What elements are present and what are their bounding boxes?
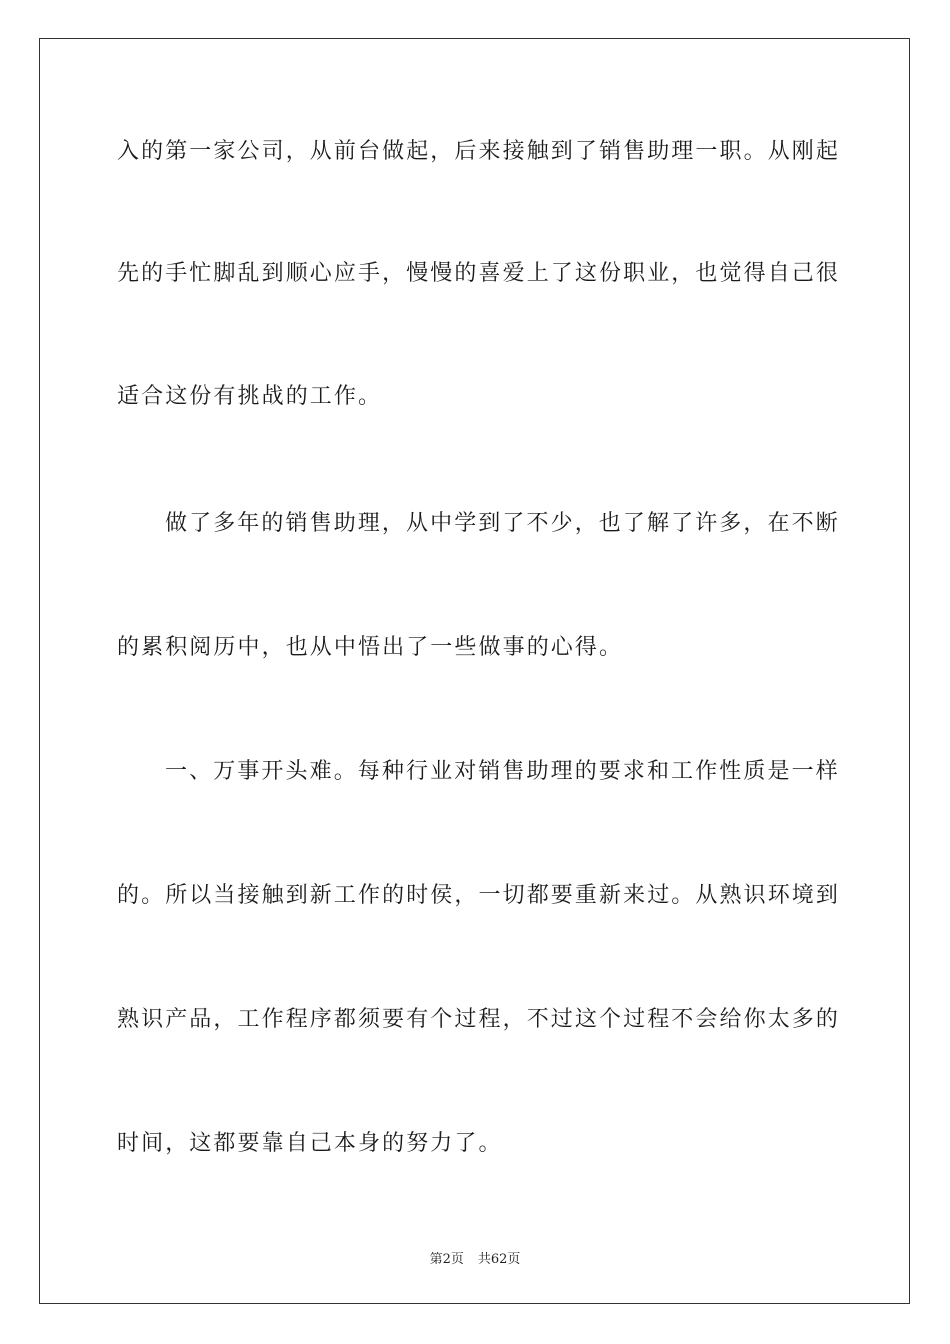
paragraph-line-1: 入的第一家公司，从前台做起，后来接触到了销售助理一职。从刚起: [117, 139, 841, 164]
paragraph-line-6: 一、万事开头难。每种行业对销售助理的要求和工作性质是一样: [165, 759, 840, 784]
paragraph-line-4: 做了多年的销售助理，从中学到了不少，也了解了许多，在不断: [165, 511, 840, 536]
paragraph-line-2: 先的手忙脚乱到顺心应手，慢慢的喜爱上了这份职业，也觉得自己很: [117, 261, 841, 286]
paragraph-line-9: 时间，这都要靠自己本身的努力了。: [117, 1131, 503, 1156]
total-pages: 共62页: [477, 1252, 521, 1267]
current-page-number: 第2页: [429, 1252, 464, 1267]
page-border: [39, 38, 910, 1304]
paragraph-line-5: 的累积阅历中，也从中悟出了一些做事的心得。: [117, 635, 624, 660]
paragraph-line-8: 熟识产品，工作程序都须要有个过程，不过这个过程不会给你太多的: [117, 1007, 841, 1032]
paragraph-line-7: 的。所以当接触到新工作的时侯，一切都要重新来过。从熟识环境到: [117, 883, 841, 908]
paragraph-line-3: 适合这份有挑战的工作。: [117, 384, 383, 409]
page-footer: [0, 1248, 950, 1267]
